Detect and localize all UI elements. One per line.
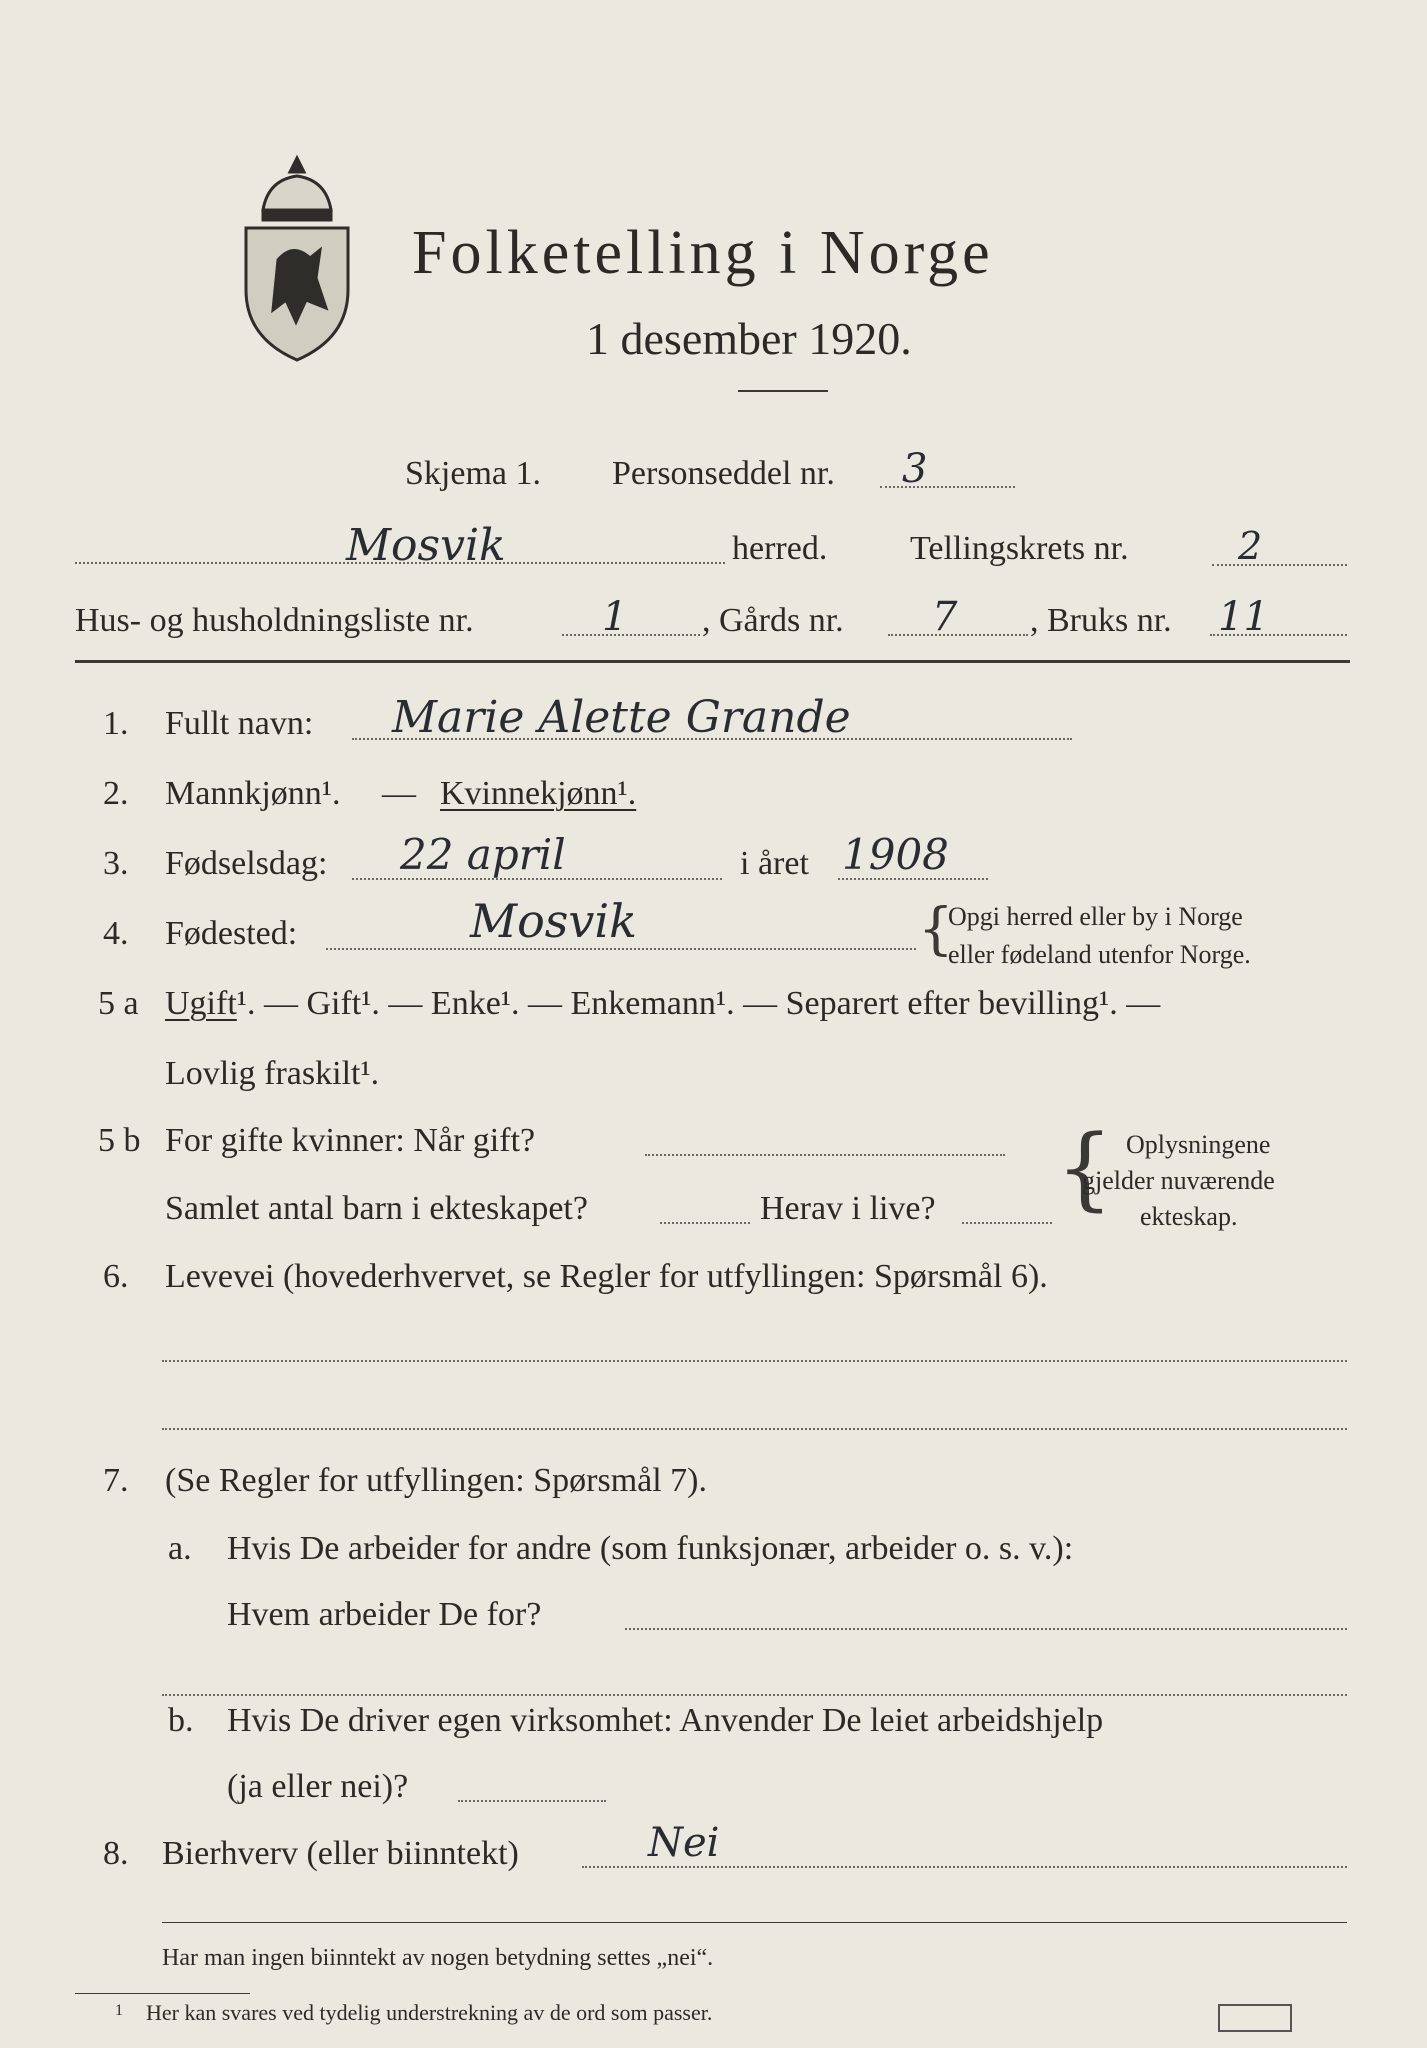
q5a-other-options: ¹. — Gift¹. — Enke¹. — Enkemann¹. — Separert efter bevilling¹. —: [236, 985, 1161, 1022]
q8-number: 8.: [103, 1835, 129, 1872]
q5b-line1: For gifte kvinner: Når gift?: [165, 1122, 536, 1159]
q7-number: 7.: [103, 1462, 129, 1499]
personseddel-line: [880, 486, 1015, 488]
q7a-line1: Hvis De arbeider for andre (som funksjonær, arbeider o. s. v.):: [227, 1530, 1074, 1567]
q5b-alive-label: Herav i live?: [760, 1190, 936, 1227]
hus-label: Hus- og husholdningsliste nr.: [75, 602, 474, 639]
q6-line2: [162, 1428, 1347, 1430]
header-divider: [75, 660, 1350, 663]
herred-label: herred.: [732, 530, 828, 567]
gards-label: , Gårds nr.: [702, 602, 844, 639]
personseddel-label: Personseddel nr.: [612, 455, 835, 492]
q4-note-brace: {: [918, 897, 954, 962]
q3-day-value: 22 april: [400, 830, 566, 879]
q4-line: [326, 948, 916, 950]
q5b-note1: Oplysningene: [1126, 1130, 1271, 1159]
q1-number: 1.: [103, 705, 129, 742]
q8-label: Bierhverv (eller biinntekt): [162, 1835, 519, 1872]
footnote-divider: [75, 1993, 250, 1994]
q7a-number: a.: [168, 1530, 192, 1567]
q8-extra-line: [162, 1922, 1347, 1923]
q5a-line2: Lovlig fraskilt¹.: [165, 1055, 380, 1092]
coat-of-arms-icon: [238, 150, 356, 365]
q6-label: Levevei (hovederhvervet, se Regler for utfyllingen: Spørsmål 6).: [165, 1258, 1048, 1295]
q5b-note3: ekteskap.: [1140, 1202, 1238, 1231]
q5b-children-line: [660, 1222, 750, 1224]
herred-value: Mosvik: [346, 520, 506, 571]
q4-value: Mosvik: [470, 894, 637, 948]
q5b-note2: gjelder nuværende: [1082, 1166, 1275, 1195]
q2-male-option: Mannkjønn¹.: [165, 775, 341, 812]
q7a-extra-line: [162, 1694, 1347, 1696]
q7-label: (Se Regler for utfyllingen: Spørsmål 7).: [165, 1462, 708, 1499]
q5a-number: 5 a: [98, 985, 139, 1022]
q5a-options: [165, 985, 1160, 1023]
title-divider: [738, 390, 828, 392]
q7a-line2: Hvem arbeider De for?: [227, 1596, 542, 1633]
footer-note: Har man ingen biinntekt av nogen betydning settes „nei“.: [162, 1945, 714, 1971]
q6-line1: [162, 1360, 1347, 1362]
form-title: Folketelling i Norge: [412, 219, 994, 287]
q3-number: 3.: [103, 845, 129, 882]
q5a-ugift-option: Ugift: [165, 985, 237, 1022]
printer-stamp: [1218, 2004, 1292, 2032]
schema-label: Skjema 1.: [405, 455, 541, 492]
q4-number: 4.: [103, 915, 129, 952]
q5b-note-brace: {: [1056, 1116, 1114, 1221]
q3-year-value: 1908: [842, 830, 949, 879]
tellingskrets-line: [1212, 564, 1347, 566]
q1-label: Fullt navn:: [165, 705, 314, 742]
q5b-gift-line: [645, 1154, 1005, 1156]
q7b-answer-line: [458, 1800, 606, 1802]
footnote-mark: 1: [115, 2002, 123, 2019]
personseddel-value: 3: [902, 446, 928, 492]
gards-value: 7: [932, 594, 958, 640]
hus-value: 1: [602, 594, 628, 640]
q3-label: Fødselsdag:: [165, 845, 328, 882]
q8-value: Nei: [648, 1820, 720, 1866]
hus-line: [562, 634, 700, 636]
q7b-number: b.: [168, 1702, 194, 1739]
q1-value: Marie Alette Grande: [392, 692, 851, 743]
q8-line: [582, 1866, 1347, 1868]
q4-note-line1: Opgi herred eller by i Norge: [948, 902, 1243, 931]
bruks-value: 11: [1218, 594, 1269, 640]
q2-female-option: Kvinnekjønn¹.: [440, 775, 637, 812]
footnote-text: Her kan svares ved tydelig understrekning av de ord som passer.: [146, 2000, 713, 2025]
q5b-alive-line: [962, 1222, 1052, 1224]
q7a-answer-line: [625, 1628, 1347, 1630]
tellingskrets-label: Tellingskrets nr.: [910, 530, 1129, 567]
gards-line: [888, 634, 1028, 636]
census-date: 1 desember 1920.: [586, 313, 912, 364]
q4-note-line2: eller fødeland utenfor Norge.: [948, 940, 1251, 969]
q2-separator: —: [382, 775, 416, 812]
q5b-children-label: Samlet antal barn i ekteskapet?: [165, 1190, 588, 1227]
q3-year-label: i året: [740, 845, 809, 882]
q4-label: Fødested:: [165, 915, 298, 952]
q6-number: 6.: [103, 1258, 129, 1295]
q5b-number: 5 b: [98, 1122, 141, 1159]
q7b-line2: (ja eller nei)?: [227, 1768, 409, 1805]
q2-number: 2.: [103, 775, 129, 812]
bruks-label: , Bruks nr.: [1030, 602, 1172, 639]
tellingskrets-value: 2: [1238, 524, 1263, 568]
q7b-line1: Hvis De driver egen virksomhet: Anvender De leiet arbeidshjelp: [227, 1702, 1104, 1739]
